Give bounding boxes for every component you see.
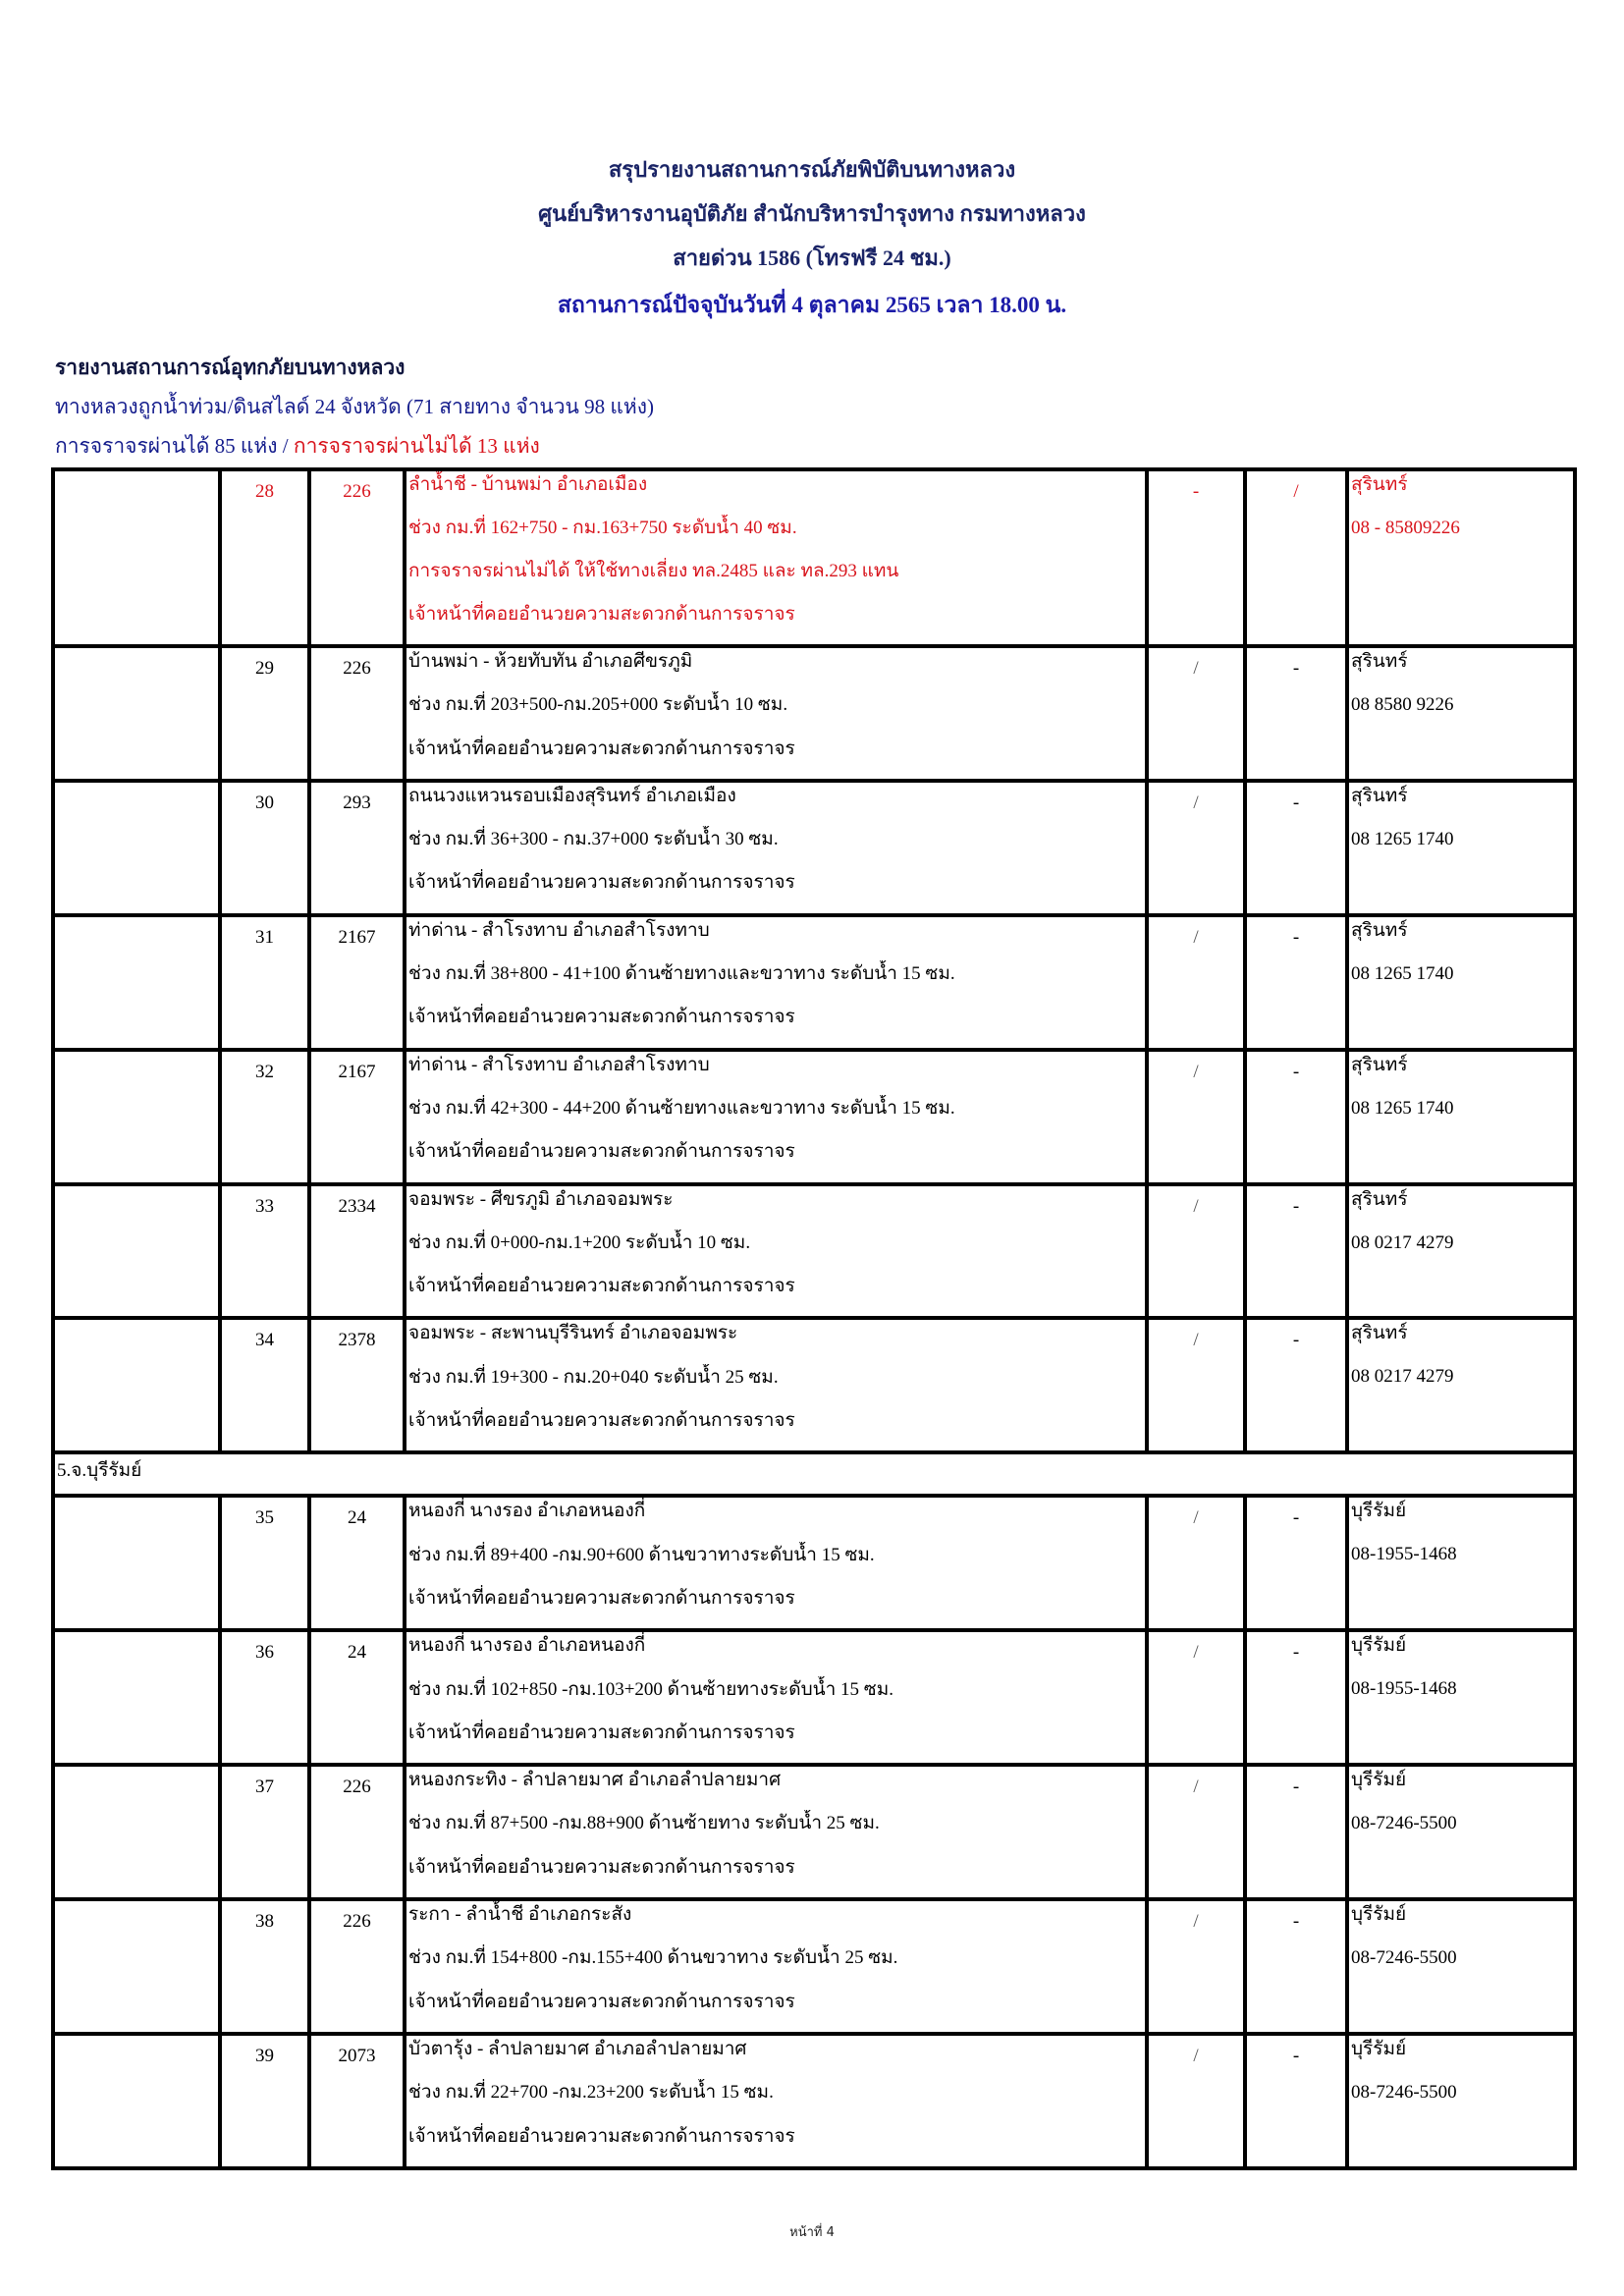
impassable-mark: - <box>1245 646 1347 781</box>
passable-mark: / <box>1147 1318 1245 1452</box>
table-row <box>53 469 1575 646</box>
blank-cell <box>53 2034 220 2168</box>
row-number: 37 <box>220 1765 309 1899</box>
hotline: สายด่วน 1586 (โทรฟรี 24 ชม.) <box>673 246 951 270</box>
route-number: 226 <box>309 1899 405 2034</box>
location-description <box>405 781 1147 915</box>
impassable-mark: - <box>1245 2034 1347 2168</box>
description-line: ช่วง กม.ที่ 89+400 -กม.90+600 ด้านขวาทางระดับน้ำ 15 ซม. <box>408 1544 875 1565</box>
contact-province: สุรินทร์ <box>1351 1188 1408 1210</box>
row-number: 35 <box>220 1496 309 1630</box>
description-line: เจ้าหน้าที่คอยอำนวยความสะดวกด้านการจราจร <box>408 1991 795 2012</box>
summary-title: รายงานสถานการณ์อุทกภัยบนทางหลวง <box>55 355 406 379</box>
description-line: เจ้าหน้าที่คอยอำนวยความสะดวกด้านการจราจร <box>408 1587 795 1609</box>
table-row <box>53 915 1575 1050</box>
contact-province: สุรินทร์ <box>1351 785 1408 806</box>
description-line: ถนนวงแหวนรอบเมืองสุรินทร์ อำเภอเมือง <box>408 785 736 806</box>
contact-phone: 08 8580 9226 <box>1351 694 1454 715</box>
location-description <box>405 1899 1147 2034</box>
description-line: ลำน้ำชี - บ้านพม่า อำเภอเมือง <box>408 474 648 495</box>
description-line: เจ้าหน้าที่คอยอำนวยความสะดวกด้านการจราจร <box>408 1722 795 1743</box>
row-number: 33 <box>220 1184 309 1319</box>
contact-province: บุรีรัมย์ <box>1351 1501 1407 1522</box>
contact-phone: 08 1265 1740 <box>1351 828 1454 849</box>
contact-phone: 08 0217 4279 <box>1351 1231 1454 1253</box>
route-number: 2167 <box>309 1050 405 1184</box>
description-line: ช่วง กม.ที่ 203+500-กม.205+000 ระดับน้ำ 10 ซม. <box>408 694 788 716</box>
description-line: ช่วง กม.ที่ 87+500 -กม.88+900 ด้านซ้ายทาง ระดับน้ำ 25 ซม. <box>408 1813 880 1834</box>
row-number: 28 <box>220 469 309 646</box>
description-line: ช่วง กม.ที่ 42+300 - 44+200 ด้านซ้ายทางและขวาทาง ระดับน้ำ 15 ซม. <box>408 1097 955 1119</box>
contact-province: สุรินทร์ <box>1351 474 1408 495</box>
blank-cell <box>53 781 220 915</box>
row-number: 36 <box>220 1630 309 1765</box>
passable-mark: / <box>1147 1899 1245 2034</box>
description-line: ช่วง กม.ที่ 154+800 -กม.155+400 ด้านขวาทาง ระดับน้ำ 25 ซม. <box>408 1947 898 1969</box>
impassable-mark: - <box>1245 1318 1347 1452</box>
location-description <box>405 915 1147 1050</box>
contact-phone: 08 1265 1740 <box>1351 1097 1454 1119</box>
description-line: บัวตารุ้ง - ลำปลายมาศ อำเภอลำปลายมาศ <box>408 2038 747 2059</box>
passable-mark: / <box>1147 1496 1245 1630</box>
description-line: ท่าด่าน - สำโรงทาบ อำเภอสำโรงทาบ <box>408 1054 710 1075</box>
location-description <box>405 1050 1147 1184</box>
passable-mark: / <box>1147 915 1245 1050</box>
description-line: การจราจรผ่านไม่ได้ ให้ใช้ทางเลี่ยง ทล.2485 และ ทล.293 แทน <box>408 561 899 581</box>
contact-province: บุรีรัมย์ <box>1351 1904 1407 1926</box>
summary-passable: การจราจรผ่านได้ 85 แห่ง / <box>55 434 294 458</box>
contact-cell <box>1347 781 1575 915</box>
table-row <box>53 1184 1575 1319</box>
contact-phone: 08-7246-5500 <box>1351 1947 1457 1969</box>
blank-cell <box>53 1496 220 1630</box>
contact-cell <box>1347 915 1575 1050</box>
contact-province: สุรินทร์ <box>1351 651 1408 672</box>
description-line: ท่าด่าน - สำโรงทาบ อำเภอสำโรงทาบ <box>408 919 710 941</box>
contact-cell <box>1347 2034 1575 2168</box>
contact-phone: 08-1955-1468 <box>1351 1678 1457 1700</box>
description-line: ช่วง กม.ที่ 0+000-กม.1+200 ระดับน้ำ 10 ซม. <box>408 1231 751 1253</box>
impassable-mark: - <box>1245 1184 1347 1319</box>
impassable-mark: - <box>1245 1496 1347 1630</box>
row-number: 30 <box>220 781 309 915</box>
table-row <box>53 1050 1575 1184</box>
route-number: 24 <box>309 1496 405 1630</box>
description-line: ช่วง กม.ที่ 102+850 -กม.103+200 ด้านซ้ายทางระดับน้ำ 15 ซม. <box>408 1678 893 1700</box>
location-description <box>405 646 1147 781</box>
contact-cell <box>1347 1765 1575 1899</box>
report-datetime: สถานการณ์ปัจจุบันวันที่ 4 ตุลาคม 2565 เวลา 18.00 น. <box>557 293 1067 317</box>
description-line: หนองกระทิง - ลำปลายมาศ อำเภอลำปลายมาศ <box>408 1770 782 1791</box>
table-row <box>53 646 1575 781</box>
description-line: จอมพระ - ศีขรภูมิ อำเภอจอมพระ <box>408 1188 674 1210</box>
contact-cell <box>1347 646 1575 781</box>
contact-cell <box>1347 1899 1575 2034</box>
description-line: เจ้าหน้าที่คอยอำนวยความสะดวกด้านการจราจร <box>408 604 795 625</box>
section-row <box>53 1452 1575 1496</box>
contact-province: สุรินทร์ <box>1351 1323 1408 1344</box>
passable-mark: / <box>1147 646 1245 781</box>
flood-table <box>51 467 1577 2170</box>
summary-traffic <box>55 430 540 463</box>
location-description <box>405 469 1147 646</box>
contact-phone: 08 - 85809226 <box>1351 518 1460 538</box>
impassable-mark: / <box>1245 469 1347 646</box>
description-line: หนองกี่ นางรอง อำเภอหนองกี่ <box>408 1501 646 1522</box>
route-number: 226 <box>309 1765 405 1899</box>
route-number: 2167 <box>309 915 405 1050</box>
description-line: ช่วง กม.ที่ 162+750 - กม.163+750 ระดับน้ำ 40 ซม. <box>408 518 797 538</box>
impassable-mark: - <box>1245 1050 1347 1184</box>
passable-mark: / <box>1147 1050 1245 1184</box>
table-row <box>53 1630 1575 1765</box>
contact-province: สุรินทร์ <box>1351 1054 1408 1075</box>
contact-province: สุรินทร์ <box>1351 919 1408 941</box>
passable-mark: / <box>1147 1765 1245 1899</box>
table-row <box>53 1496 1575 1630</box>
row-number: 32 <box>220 1050 309 1184</box>
description-line: ช่วง กม.ที่ 19+300 - กม.20+040 ระดับน้ำ 25 ซม. <box>408 1366 779 1388</box>
description-line: เจ้าหน้าที่คอยอำนวยความสะดวกด้านการจราจร <box>408 1276 795 1297</box>
contact-phone: 08 1265 1740 <box>1351 962 1454 984</box>
location-description <box>405 2034 1147 2168</box>
contact-phone: 08-1955-1468 <box>1351 1544 1457 1565</box>
route-number: 2334 <box>309 1184 405 1319</box>
row-number: 39 <box>220 2034 309 2168</box>
route-number: 2073 <box>309 2034 405 2168</box>
blank-cell <box>53 646 220 781</box>
contact-province: บุรีรัมย์ <box>1351 1635 1407 1657</box>
location-description <box>405 1496 1147 1630</box>
route-number: 226 <box>309 646 405 781</box>
table-row <box>53 1899 1575 2034</box>
description-line: เจ้าหน้าที่คอยอำนวยความสะดวกด้านการจราจร <box>408 1141 795 1163</box>
description-line: หนองกี่ นางรอง อำเภอหนองกี่ <box>408 1635 646 1657</box>
description-line: ช่วง กม.ที่ 22+700 -กม.23+200 ระดับน้ำ 15 ซม. <box>408 2082 774 2104</box>
blank-cell <box>53 915 220 1050</box>
contact-cell <box>1347 1184 1575 1319</box>
route-number: 226 <box>309 469 405 646</box>
description-line: จอมพระ - สะพานบุรีรินทร์ อำเภอจอมพระ <box>408 1323 738 1344</box>
row-number: 31 <box>220 915 309 1050</box>
location-description <box>405 1318 1147 1452</box>
description-line: บ้านพม่า - ห้วยทับทัน อำเภอศีขรภูมิ <box>408 651 693 672</box>
description-line: เจ้าหน้าที่คอยอำนวยความสะดวกด้านการจราจร <box>408 738 795 759</box>
contact-cell <box>1347 469 1575 646</box>
contact-phone: 08-7246-5500 <box>1351 2081 1457 2103</box>
report-title: สรุปรายงานสถานการณ์ภัยพิบัติบนทางหลวง <box>608 157 1016 182</box>
report-agency: ศูนย์บริหารงานอุบัติภัย สำนักบริหารบำรุงทาง กรมทางหลวง <box>538 201 1086 226</box>
contact-phone: 08-7246-5500 <box>1351 1813 1457 1834</box>
description-line: ระกา - ลำน้ำชี อำเภอกระสัง <box>408 1904 632 1926</box>
description-line: เจ้าหน้าที่คอยอำนวยความสะดวกด้านการจราจร <box>408 1007 795 1028</box>
summary-impassable: การจราจรผ่านไม่ได้ 13 แห่ง <box>293 434 540 458</box>
section-label: 5.จ.บุรีรัมย์ <box>53 1452 1575 1496</box>
contact-cell <box>1347 1630 1575 1765</box>
page-number: หน้าที่ 4 <box>789 2225 835 2240</box>
location-description <box>405 1630 1147 1765</box>
blank-cell <box>53 1899 220 2034</box>
route-number: 293 <box>309 781 405 915</box>
table-row <box>53 1318 1575 1452</box>
table-row <box>53 1765 1575 1899</box>
passable-mark: / <box>1147 2034 1245 2168</box>
impassable-mark: - <box>1245 781 1347 915</box>
table-row <box>53 781 1575 915</box>
passable-mark: / <box>1147 781 1245 915</box>
location-description <box>405 1765 1147 1899</box>
description-line: ช่วง กม.ที่ 38+800 - 41+100 ด้านซ้ายทางและขวาทาง ระดับน้ำ 15 ซม. <box>408 963 955 985</box>
contact-cell <box>1347 1050 1575 1184</box>
location-description <box>405 1184 1147 1319</box>
blank-cell <box>53 1184 220 1319</box>
passable-mark: / <box>1147 1184 1245 1319</box>
contact-cell <box>1347 1318 1575 1452</box>
table-row <box>53 2034 1575 2168</box>
blank-cell <box>53 1765 220 1899</box>
row-number: 29 <box>220 646 309 781</box>
contact-province: บุรีรัมย์ <box>1351 2038 1407 2059</box>
blank-cell <box>53 469 220 646</box>
description-line: เจ้าหน้าที่คอยอำนวยความสะดวกด้านการจราจร <box>408 2125 795 2147</box>
route-number: 2378 <box>309 1318 405 1452</box>
passable-mark: / <box>1147 1630 1245 1765</box>
description-line: เจ้าหน้าที่คอยอำนวยความสะดวกด้านการจราจร <box>408 1856 795 1878</box>
blank-cell <box>53 1318 220 1452</box>
description-line: เจ้าหน้าที่คอยอำนวยความสะดวกด้านการจราจร <box>408 1410 795 1432</box>
impassable-mark: - <box>1245 1765 1347 1899</box>
impassable-mark: - <box>1245 1630 1347 1765</box>
impassable-mark: - <box>1245 1899 1347 2034</box>
description-line: ช่วง กม.ที่ 36+300 - กม.37+000 ระดับน้ำ 30 ซม. <box>408 829 779 850</box>
contact-phone: 08 0217 4279 <box>1351 1366 1454 1388</box>
blank-cell <box>53 1050 220 1184</box>
contact-province: บุรีรัมย์ <box>1351 1770 1407 1791</box>
row-number: 38 <box>220 1899 309 2034</box>
impassable-mark: - <box>1245 915 1347 1050</box>
passable-mark: - <box>1147 469 1245 646</box>
description-line: เจ้าหน้าที่คอยอำนวยความสะดวกด้านการจราจร <box>408 872 795 894</box>
row-number: 34 <box>220 1318 309 1452</box>
summary-affected: ทางหลวงถูกน้ำท่วม/ดินสไลด์ 24 จังหวัด (71 สายทาง จำนวน 98 แห่ง) <box>55 395 655 418</box>
contact-cell <box>1347 1496 1575 1630</box>
blank-cell <box>53 1630 220 1765</box>
route-number: 24 <box>309 1630 405 1765</box>
